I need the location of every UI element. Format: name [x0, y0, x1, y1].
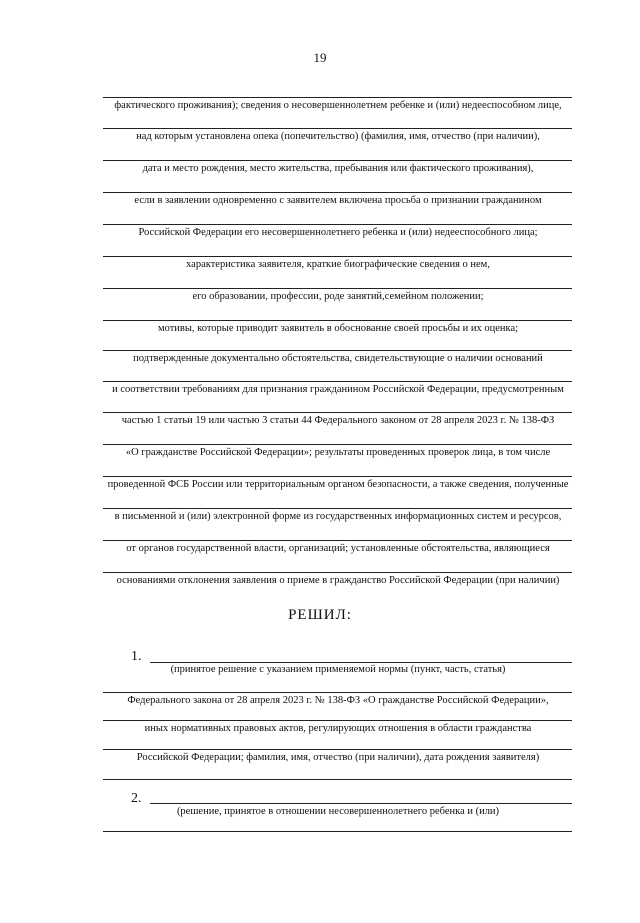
form-caption: Российской Федерации; фамилия, имя, отчество (при наличии), дата рождения заявителя) [136, 752, 540, 763]
form-caption: фактического проживания); сведения о несовершеннолетнем ребенке и (или) недееспособном лице, [114, 100, 562, 111]
form-line [103, 572, 572, 573]
form-line [103, 381, 572, 382]
form-caption: его образовании, профессии, роде занятий,семейном положении; [192, 291, 484, 302]
form-line [103, 224, 572, 225]
form-line [103, 749, 572, 750]
form-line [103, 288, 572, 289]
form-caption: характеристика заявителя, краткие биографические сведения о нем, [186, 259, 490, 270]
form-line [103, 320, 572, 321]
form-line [103, 97, 572, 98]
decision-heading: РЕШИЛ: [288, 607, 352, 623]
form-caption: над которым установлена опека (попечительство) (фамилия, имя, отчество (при наличии), [136, 131, 540, 142]
form-caption: основаниями отклонения заявления о приеме в гражданство Российской Федерации (при наличии) [116, 575, 560, 586]
form-caption: Федерального закона от 28 апреля 2023 г. № 138-ФЗ «О гражданстве Российской Федерации», [127, 695, 549, 706]
form-line [150, 662, 572, 663]
form-caption: и соответствии требованиям для признания гражданином Российской Федерации, предусмотренным [112, 384, 564, 395]
form-line [150, 803, 572, 804]
form-caption: проведенной ФСБ России или территориальным органом безопасности, а также сведения, полученные [107, 479, 569, 490]
form-caption: в письменной и (или) электронной форме из государственных информационных систем и ресурсов, [114, 511, 562, 522]
form-caption: дата и место рождения, место жительства, пребывания или фактического проживания), [142, 163, 534, 174]
form-caption: иных нормативных правовых актов, регулирующих отношения в области гражданства [144, 723, 532, 734]
form-line [103, 350, 572, 351]
form-line [103, 831, 572, 832]
page-number: 19 [313, 50, 327, 65]
form-line [103, 720, 572, 721]
form-line [103, 692, 572, 693]
form-caption: подтвержденные документально обстоятельства, свидетельствующие о наличии оснований [133, 353, 543, 364]
form-line [103, 256, 572, 257]
form-caption: частью 1 статьи 19 или частью 3 статьи 44 Федерального законом от 28 апреля 2023 г. № 138-ФЗ [121, 415, 555, 426]
form-caption: «О гражданстве Российской Федерации»; результаты проведенных проверок лица, в том числе [125, 447, 551, 458]
form-caption: мотивы, которые приводит заявитель в обоснование своей просьбы и их оценка; [157, 323, 519, 334]
form-caption: от органов государственной власти, организаций; установленные обстоятельства, являющиеся [126, 543, 550, 554]
form-line [103, 192, 572, 193]
form-line [103, 412, 572, 413]
form-line [103, 128, 572, 129]
form-line [103, 540, 572, 541]
item-number: 1. [131, 649, 142, 664]
item-number: 2. [131, 791, 142, 806]
form-caption: (принятое решение с указанием применяемой нормы (пункт, часть, статья) [170, 664, 506, 675]
form-caption: Российской Федерации его несовершеннолетнего ребенка и (или) недееспособного лица; [138, 227, 538, 238]
form-caption: если в заявлении одновременно с заявителем включена просьба о признании гражданином [134, 195, 542, 206]
form-line [103, 476, 572, 477]
form-line [103, 508, 572, 509]
form-line [103, 160, 572, 161]
form-line [103, 444, 572, 445]
form-line [103, 779, 572, 780]
form-caption: (решение, принятое в отношении несовершеннолетнего ребенка и (или) [176, 806, 500, 817]
